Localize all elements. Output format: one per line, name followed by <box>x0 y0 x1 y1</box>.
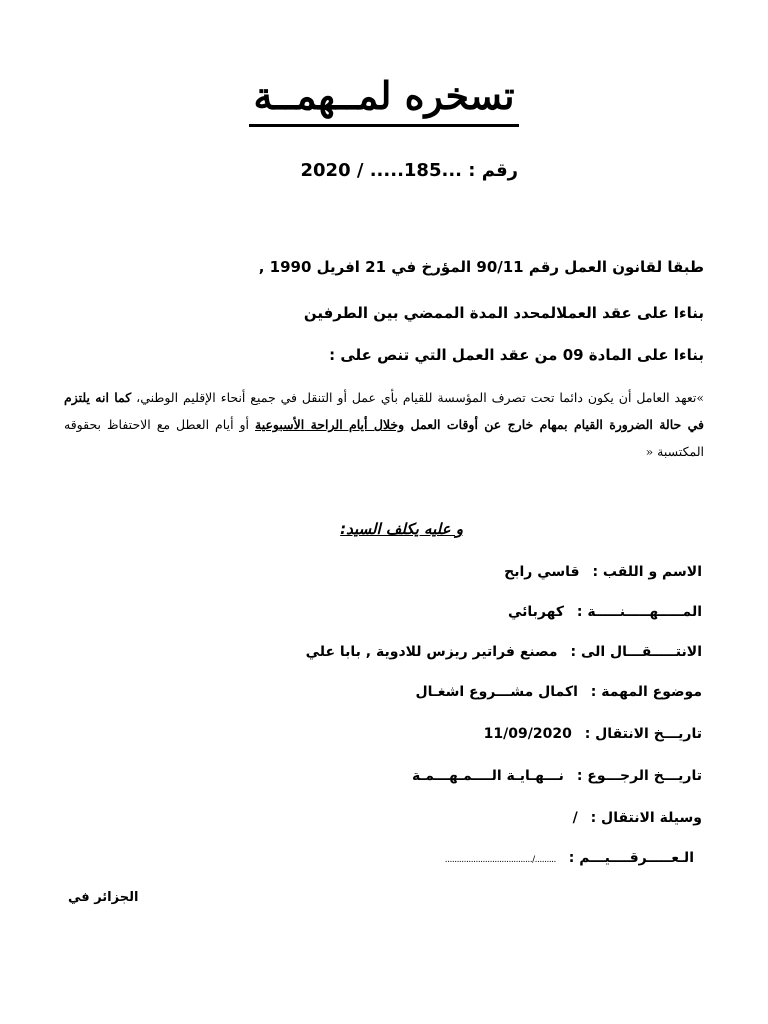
field-name-label: الاسم و اللقب : <box>592 564 702 580</box>
field-subject-value: اكمال مشـــروع اشغـال <box>415 684 578 700</box>
field-transport-label: وسيلة الانتقال : <box>590 810 702 826</box>
clause-part-2: كما انه يلتزم في حالة الضرورة القيام بمهام خارج عن أوقات العمل <box>64 390 704 432</box>
field-registration-value: ........./..................................... <box>444 855 556 865</box>
field-destination-label: الانتـــــقـــال الى : <box>570 644 702 660</box>
document-title-block <box>0 70 768 127</box>
field-profession-label: المـــــهـــــنـــــة : <box>576 604 702 620</box>
field-name <box>504 564 702 580</box>
field-departure-date-label: تاريـــخ الانتقال : <box>584 726 702 742</box>
field-subject <box>416 684 703 700</box>
field-return-date-value: نـــهـايـة الــــمـهـــمـة <box>412 768 564 784</box>
clause-part-1: »تعهد العامل أن يكون دائما تحت تصرف المؤسسة للقيام بأي عمل أو التنقل في جميع أنحاء الإقليم الوطني، <box>131 390 705 405</box>
legal-basis-article: بناءا على المادة 09 من عقد العمل التي تنص على : <box>329 346 704 364</box>
field-subject-label: موضوع المهمة : <box>590 684 702 700</box>
place-and-date-footer: الجزائر في <box>68 890 139 905</box>
field-profession <box>508 604 702 620</box>
field-destination-value: مصنع فراتير ريزس للادوية , بابا علي <box>305 644 558 660</box>
field-return-date-label: تاريـــخ الرجـــوع : <box>576 768 702 784</box>
field-transport-value: / <box>572 810 578 826</box>
assignment-heading: و عليه يكلف السيد: <box>340 520 463 538</box>
field-departure-date <box>484 726 702 742</box>
reference-number: رقم : ...185..... / 2020 <box>300 160 518 181</box>
field-registration-label: الـعـــــرقــــيـــم : <box>568 850 694 866</box>
field-name-value: قاسي رابح <box>504 564 580 580</box>
legal-basis-law: طبقا لقانون العمل رقم 90/11 المؤرخ في 21 افريل 1990 , <box>258 258 704 276</box>
clause-part-4: أو أيام العطل مع الاحتفاظ بحقوقه المكتسبة « <box>64 417 704 459</box>
field-destination <box>306 644 702 660</box>
field-departure-date-value: 11/09/2020 <box>483 726 572 742</box>
contract-clause-quote <box>64 384 704 465</box>
field-transport <box>573 810 702 826</box>
field-registration <box>445 850 694 866</box>
field-return-date <box>412 768 702 784</box>
legal-basis-contract: بناءا على عقد العملالمحدد المدة الممضي بين الطرفين <box>303 304 704 322</box>
clause-part-3: وخلال أيام الراحة الأسبوعية <box>255 417 405 432</box>
document-title: تسخره لمــهمــة <box>249 70 518 127</box>
field-profession-value: كهربائي <box>507 604 564 620</box>
